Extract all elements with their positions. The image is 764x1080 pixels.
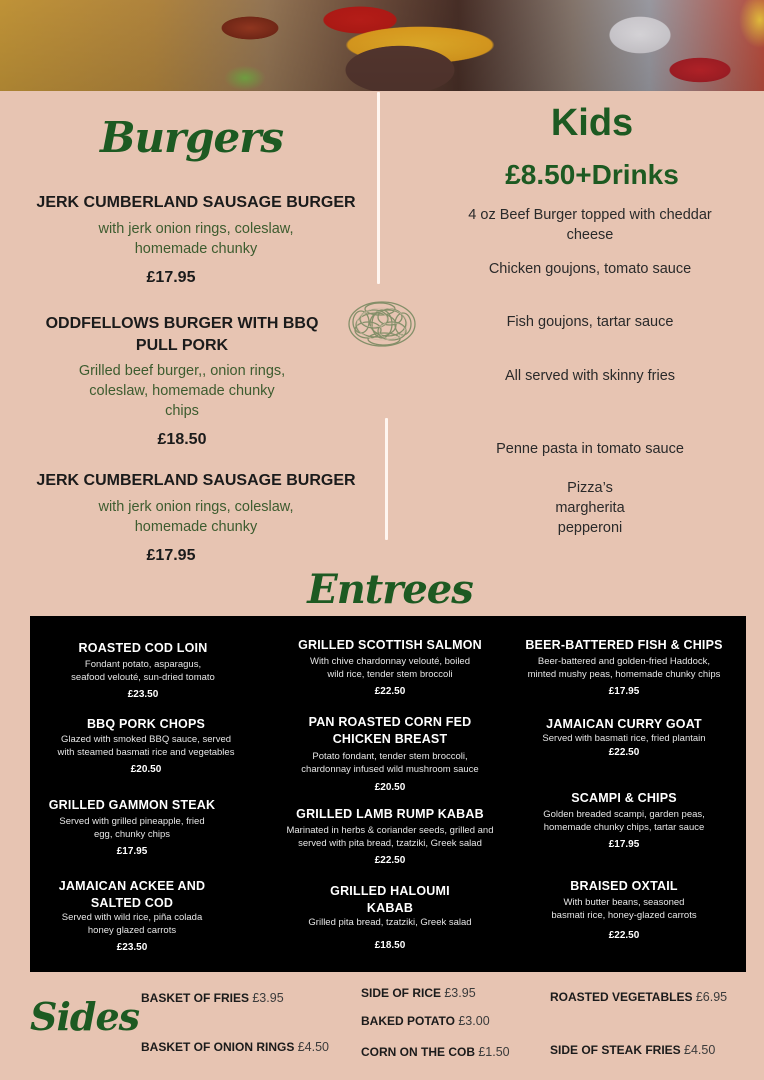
side-name: ROASTED VEGETABLES [550,990,693,1004]
kids-item-line: 4 oz Beef Burger topped with cheddar [468,207,712,223]
burger-desc: with jerk onion rings, coleslaw, [98,221,294,237]
kids-item [390,205,764,245]
entree-name: JAMAICAN ACKEE AND [58,879,206,893]
kids-item-line: pepperoni [557,520,623,536]
kids-item-line: cheese [566,227,614,243]
entree-desc: Served with basmati rice, fried plantain [542,733,706,744]
entree-item [30,878,234,953]
kids-item: All served with skinny fries [504,368,676,384]
entree-desc: Served with wild rice, piña colada [61,912,203,923]
entree-price: £23.50 [116,942,148,953]
entree-desc: Served with grilled pineapple, fried [59,816,205,827]
sides-title: Sides [30,994,140,1039]
entree-name: PAN ROASTED CORN FED [308,715,472,729]
entree-item [30,797,234,857]
entrees-title: Entrees [307,566,473,613]
side-price: £3.00 [458,1014,490,1028]
entree-name: ROASTED COD LOIN [78,641,208,655]
burger-item [0,192,392,287]
side-item [361,1014,490,1028]
kids-item-line: Pizza’s [567,480,613,496]
side-item [141,991,284,1005]
kids-item: Penne pasta in tomato sauce [496,441,684,457]
entree-desc: With butter beans, seasoned [563,897,685,908]
entree-desc: Golden breaded scampi, garden peas, [543,809,705,820]
entree-desc: Potato fondant, tender stem broccoli, [312,751,468,762]
entree-desc: Fondant potato, asparagus, [84,659,202,670]
entree-item [506,716,742,758]
entree-desc: homemade chunky chips, tartar sauce [543,821,705,833]
side-price: £4.50 [297,1040,329,1054]
burger-desc: with jerk onion rings, coleslaw, [98,499,294,515]
entree-desc: Beer-battered and golden-fried Haddock, [537,656,711,667]
burgers-title: Burgers [100,113,284,162]
entree-price: £23.50 [127,689,159,700]
kids-item [390,478,764,538]
kids-item: Fish goujons, tartar sauce [506,314,674,330]
entree-item [506,637,742,697]
side-price: £4.50 [684,1043,716,1057]
side-name: SIDE OF RICE [361,986,442,1000]
burger-price: £18.50 [157,431,207,448]
side-price: £1.50 [478,1045,510,1059]
entree-name: BBQ PORK CHOPS [86,717,206,731]
side-item [550,1043,715,1057]
entree-item [506,790,742,850]
entree-price: £18.50 [374,939,406,951]
entree-desc: minted mushy peas, homemade chunky chips [527,668,721,680]
side-name: BASKET OF FRIES [141,991,250,1005]
entree-name: SALTED COD [90,896,174,910]
kids-item-line: margherita [555,500,625,516]
kids-title: Kids [550,102,634,144]
entree-desc: basmati rice, honey-glazed carrots [551,909,697,921]
side-item [361,986,476,1000]
burger-desc: Grilled beef burger,, onion rings, [78,363,286,379]
entree-name: GRILLED HALOUMI [330,884,450,898]
entree-item [270,714,510,793]
entree-desc: Marinated in herbs & coriander seeds, grilled and [286,825,494,836]
entree-price: £22.50 [608,930,640,941]
entree-name: GRILLED GAMMON STEAK [48,798,216,812]
entree-item [506,878,742,941]
side-item [361,1045,510,1059]
burger-price: £17.95 [146,269,196,286]
kids-price: £8.50+Drinks [505,159,679,190]
side-price: £6.95 [695,990,728,1004]
entree-name: KABAB [366,901,414,915]
entree-name: CHICKEN BREAST [332,732,448,746]
entree-price: £20.50 [374,782,406,793]
entree-desc: with steamed basmati rice and vegetables [57,746,235,758]
side-price: £3.95 [252,991,284,1005]
entree-desc: With chive chardonnay velouté, boiled [309,656,470,667]
entree-desc: Grilled pita bread, tzatziki, Greek salad [308,917,472,928]
side-name: BASKET OF ONION RINGS [141,1040,295,1054]
burger-item [0,313,364,449]
entree-desc: egg, chunky chips [93,828,171,840]
burger-name: ODDFELLOWS BURGER WITH BBQ [45,315,319,332]
hero-burger-image [0,0,764,91]
entree-price: £22.50 [374,686,406,697]
entree-price: £22.50 [608,746,640,758]
side-name: BAKED POTATO [361,1014,456,1028]
burger-desc: homemade chunky [134,519,258,535]
entree-price: £17.95 [116,846,148,857]
side-item [141,1040,329,1054]
kids-item: Chicken goujons, tomato sauce [488,261,692,277]
entree-item [270,806,510,866]
burger-name: PULL PORK [135,337,229,354]
side-name: SIDE OF STEAK FRIES [550,1043,681,1057]
entree-desc: Glazed with smoked BBQ sauce, served [60,734,232,745]
entree-desc: seafood velouté, sun-dried tomato [71,671,215,683]
entree-name: BEER-BATTERED FISH & CHIPS [525,638,723,652]
entree-name: BRAISED OXTAIL [570,879,678,893]
entree-item [270,637,510,697]
entrees-panel [30,616,746,972]
entree-item [30,640,256,700]
burger-price: £17.95 [146,547,196,564]
entree-name: GRILLED LAMB RUMP KABAB [296,807,484,821]
burger-desc: chips [165,403,199,419]
entree-desc: wild rice, tender stem broccoli [327,668,453,680]
entree-price: £22.50 [374,855,406,866]
entree-desc: served with pita bread, tzatziki, Greek salad [298,837,482,849]
entree-item [270,883,510,951]
entree-desc: chardonnay infused wild mushroom sauce [301,763,479,775]
side-name: CORN ON THE COB [361,1045,475,1059]
side-price: £3.95 [444,986,476,1000]
burger-name: JERK CUMBERLAND SAUSAGE BURGER [36,194,356,211]
entree-price: £20.50 [130,764,162,775]
entree-item [30,716,262,775]
burger-desc: coleslaw, homemade chunky [89,383,275,399]
entree-price: £17.95 [608,839,640,850]
burger-item [0,470,392,565]
entree-price: £17.95 [608,686,640,697]
entree-desc: honey glazed carrots [87,924,177,936]
entree-name: SCAMPI & CHIPS [571,791,677,805]
entree-name: JAMAICAN CURRY GOAT [546,717,702,731]
burger-desc: homemade chunky [134,241,258,257]
entree-name: GRILLED SCOTTISH SALMON [298,638,482,652]
side-item [550,990,727,1004]
burger-name: JERK CUMBERLAND SAUSAGE BURGER [36,472,356,489]
